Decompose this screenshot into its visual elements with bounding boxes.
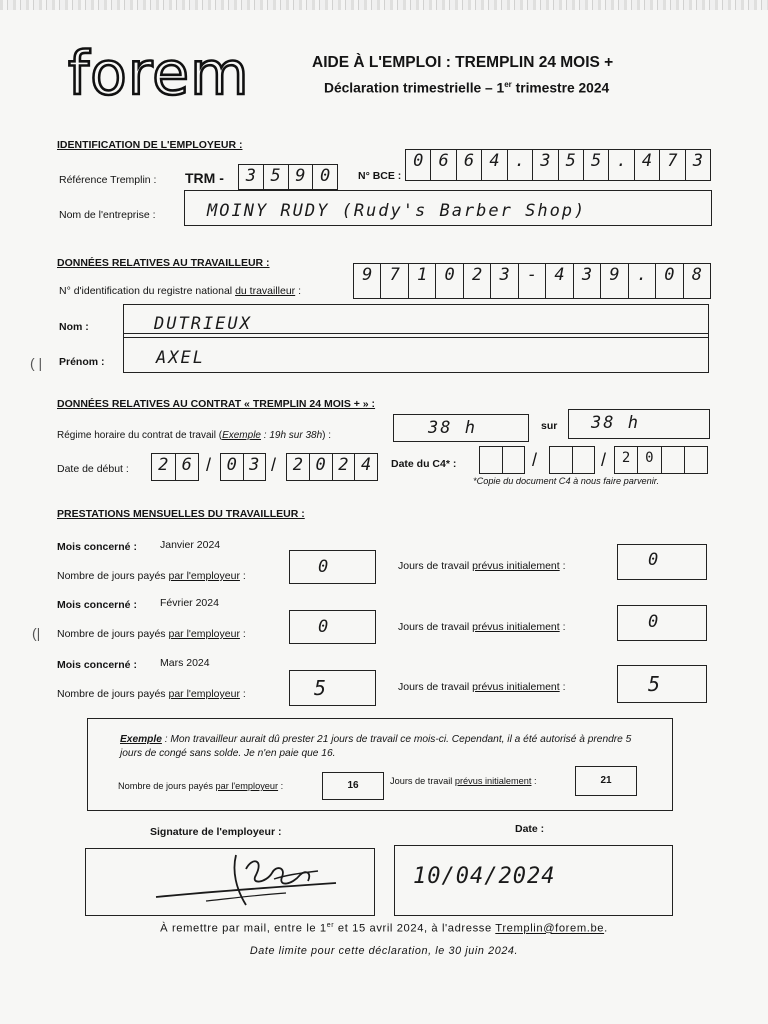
month-name: Janvier 2024 xyxy=(160,539,221,551)
footer-instructions: À remettre par mail, entre le 1er et 15 avril 2024, à l'adresse Tremplin@forem.be. xyxy=(160,922,608,935)
section-contract: DONNÉES RELATIVES AU CONTRAT « TREMPLIN 24 MOIS + » : xyxy=(57,398,376,410)
name-label: Nom : xyxy=(59,321,89,333)
c4-month-field[interactable] xyxy=(549,446,595,474)
email-link[interactable]: Tremplin@forem.be xyxy=(495,922,605,935)
planned-days-field-january[interactable]: 0 xyxy=(617,544,707,580)
sur-hours-field[interactable] xyxy=(568,409,710,439)
first-name-value: AXEL xyxy=(156,348,205,368)
paid-days-field-march[interactable]: 5 xyxy=(289,670,376,706)
form-subtitle: Déclaration trimestrielle – 1er trimestre 2024 xyxy=(324,80,610,96)
example-planned-label: Jours de travail prévus initialement : xyxy=(390,776,537,786)
date-field[interactable] xyxy=(394,845,673,916)
example-card xyxy=(87,718,673,811)
planned-days-field-february[interactable]: 0 xyxy=(617,605,707,641)
company-name-value: MOINY RUDY (Rudy's Barber Shop) xyxy=(207,201,587,221)
example-paid-field: 16 xyxy=(322,772,384,800)
date-separator: / xyxy=(206,455,212,475)
bce-number-field[interactable]: 0 6 6 4 . 3 5 5 . 4 7 3 xyxy=(405,149,711,181)
c4-note: *Copie du document C4 à nous faire parvenir. xyxy=(473,476,660,486)
form-title: AIDE À L'EMPLOI : TREMPLIN 24 MOIS + xyxy=(312,54,614,71)
signature-label: Signature de l'employeur : xyxy=(150,826,282,838)
date-separator: / xyxy=(532,450,538,470)
planned-days-field-march[interactable]: 5 xyxy=(617,665,707,703)
month-label: Mois concerné : xyxy=(57,659,137,671)
scan-margin-mark: ( | xyxy=(30,355,43,371)
scan-top-edge xyxy=(0,0,768,10)
first-name-field[interactable] xyxy=(123,333,709,373)
company-name-field[interactable] xyxy=(184,190,712,226)
date-value: 10/04/2024 xyxy=(413,864,556,889)
paid-days-field-january[interactable]: 0 xyxy=(289,550,376,584)
month-name: Février 2024 xyxy=(160,597,219,609)
tremplin-ref-prefix: TRM - xyxy=(185,170,224,186)
date-separator: / xyxy=(601,450,607,470)
c4-day-field[interactable] xyxy=(479,446,525,474)
month-name: Mars 2024 xyxy=(160,657,210,669)
name-value: DUTRIEUX xyxy=(154,314,252,334)
section-worker: DONNÉES RELATIVES AU TRAVAILLEUR : xyxy=(57,257,270,269)
planned-days-label: Jours de travail prévus initialement : xyxy=(398,560,566,572)
sur-label: sur xyxy=(541,420,558,432)
paid-days-field-february[interactable]: 0 xyxy=(289,610,376,644)
planned-days-label: Jours de travail prévus initialement : xyxy=(398,681,566,693)
nrn-field[interactable]: 9 7 1 0 2 3 - 4 3 9 . 0 8 xyxy=(353,263,711,299)
c4-year-field[interactable]: 2 0 xyxy=(614,446,708,474)
paid-days-label: Nombre de jours payés par l'employeur : xyxy=(57,628,246,640)
section-employer: IDENTIFICATION DE L'EMPLOYEUR : xyxy=(57,139,243,151)
example-paid-label: Nombre de jours payés par l'employeur : xyxy=(118,781,284,791)
first-name-label: Prénom : xyxy=(59,356,105,368)
example-text: Exemple : Mon travailleur aurait dû prester 21 jours de travail ce mois-ci. Cependant, il a été autorisé à prendre 5 jours de congé sans solde. Je n'en paie que 16. xyxy=(120,734,632,759)
nrn-label: N° d'identification du registre national du travailleur : xyxy=(59,285,302,297)
month-label: Mois concerné : xyxy=(57,541,137,553)
start-day-field[interactable]: 2 6 xyxy=(151,453,199,481)
bce-label: N° BCE : xyxy=(358,170,402,182)
signature-box[interactable] xyxy=(85,848,375,916)
company-name-label: Nom de l'entreprise : xyxy=(59,209,156,221)
handwritten-signature xyxy=(86,849,376,917)
regime-hours-value: 38 h xyxy=(428,418,477,438)
sur-hours-value: 38 h xyxy=(591,413,640,433)
example-planned-field: 21 xyxy=(575,766,637,796)
start-year-field[interactable]: 2 0 2 4 xyxy=(286,453,378,481)
tremplin-ref-field[interactable]: 3 5 9 0 xyxy=(238,164,338,190)
date-label: Date : xyxy=(515,823,545,835)
paid-days-label: Nombre de jours payés par l'employeur : xyxy=(57,688,246,700)
start-month-field[interactable]: 0 3 xyxy=(220,453,266,481)
paid-days-label: Nombre de jours payés par l'employeur : xyxy=(57,570,246,582)
month-label: Mois concerné : xyxy=(57,599,137,611)
regime-label: Régime horaire du contrat de travail (Exemple : 19h sur 38h) : xyxy=(57,430,332,441)
scan-margin-mark: (| xyxy=(32,625,41,641)
date-separator: / xyxy=(271,455,277,475)
regime-hours-field[interactable] xyxy=(393,414,529,442)
start-date-label: Date de début : xyxy=(57,463,129,475)
section-monthly: PRESTATIONS MENSUELLES DU TRAVAILLEUR : xyxy=(57,508,305,520)
c4-date-label: Date du C4* : xyxy=(391,458,457,470)
forem-logo: forem xyxy=(68,39,250,109)
tremplin-ref-label: Référence Tremplin : xyxy=(59,174,157,186)
footer-deadline: Date limite pour cette déclaration, le 30 juin 2024. xyxy=(249,945,519,957)
planned-days-label: Jours de travail prévus initialement : xyxy=(398,621,566,633)
